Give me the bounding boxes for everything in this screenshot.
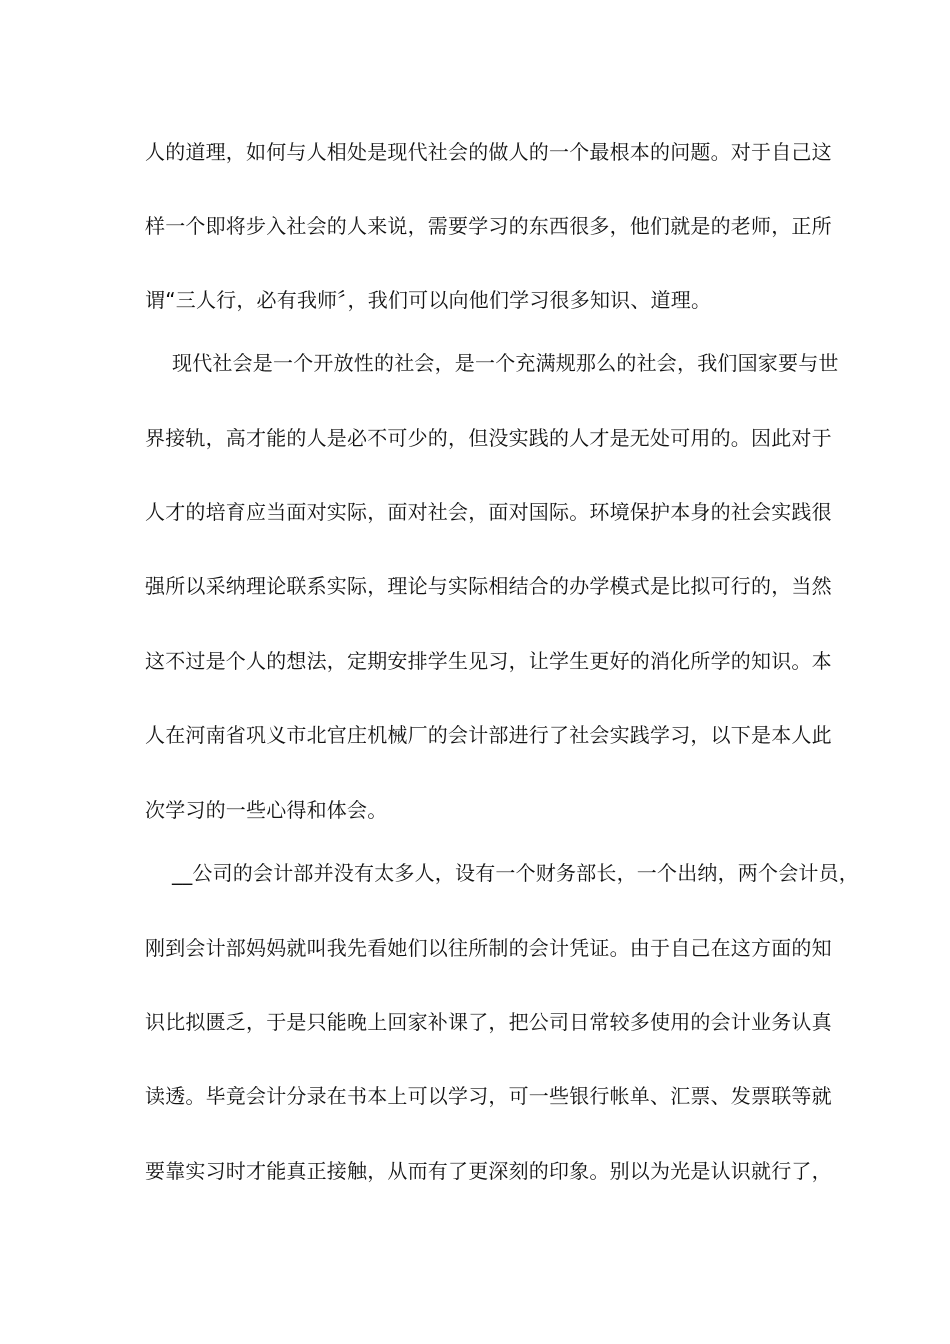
text-line: 读透。毕竟会计分录在书本上可以学习，可一些银行帐单、汇票、发票联等就 — [145, 1084, 832, 1108]
text-line: 强所以采纳理论联系实际，理论与实际相结合的办学模式是比拟可行的，当然 — [145, 574, 832, 598]
paragraph-start-line: __公司的会计部并没有太多人，设有一个财务部长，一个出纳，两个会计员， — [172, 861, 859, 885]
paragraph-start-line: 现代社会是一个开放性的社会，是一个充满规那么的社会，我们国家要与世 — [172, 351, 839, 375]
text-line: 人在河南省巩义市北官庄机械厂的会计部进行了社会实践学习，以下是本人此 — [145, 723, 832, 747]
text-line: 识比拟匮乏，于是只能晚上回家补课了，把公司日常较多使用的会计业务认真 — [145, 1010, 832, 1034]
text-line: 人才的培育应当面对实际，面对社会，面对国际。环境保护本身的社会实践很 — [145, 500, 832, 524]
text-line: 人的道理，如何与人相处是现代社会的做人的一个最根本的问题。对于自己这 — [145, 140, 832, 164]
text-line: 要靠实习时才能真正接触，从而有了更深刻的印象。别以为光是认识就行了， — [145, 1159, 832, 1183]
text-line: 界接轨，高才能的人是必不可少的，但没实践的人才是无处可用的。因此对于 — [145, 426, 832, 450]
text-line: 刚到会计部妈妈就叫我先看她们以往所制的会计凭证。由于自己在这方面的知 — [145, 936, 832, 960]
text-line: 样一个即将步入社会的人来说，需要学习的东西很多，他们就是的老师，正所 — [145, 214, 832, 238]
text-line: 次学习的一些心得和体会。 — [145, 798, 388, 822]
text-line: 谓“三人行，必有我师〞，我们可以向他们学习很多知识、道理。 — [145, 288, 712, 312]
text-line: 这不过是个人的想法，定期安排学生见习，让学生更好的消化所学的知识。本 — [145, 649, 832, 673]
